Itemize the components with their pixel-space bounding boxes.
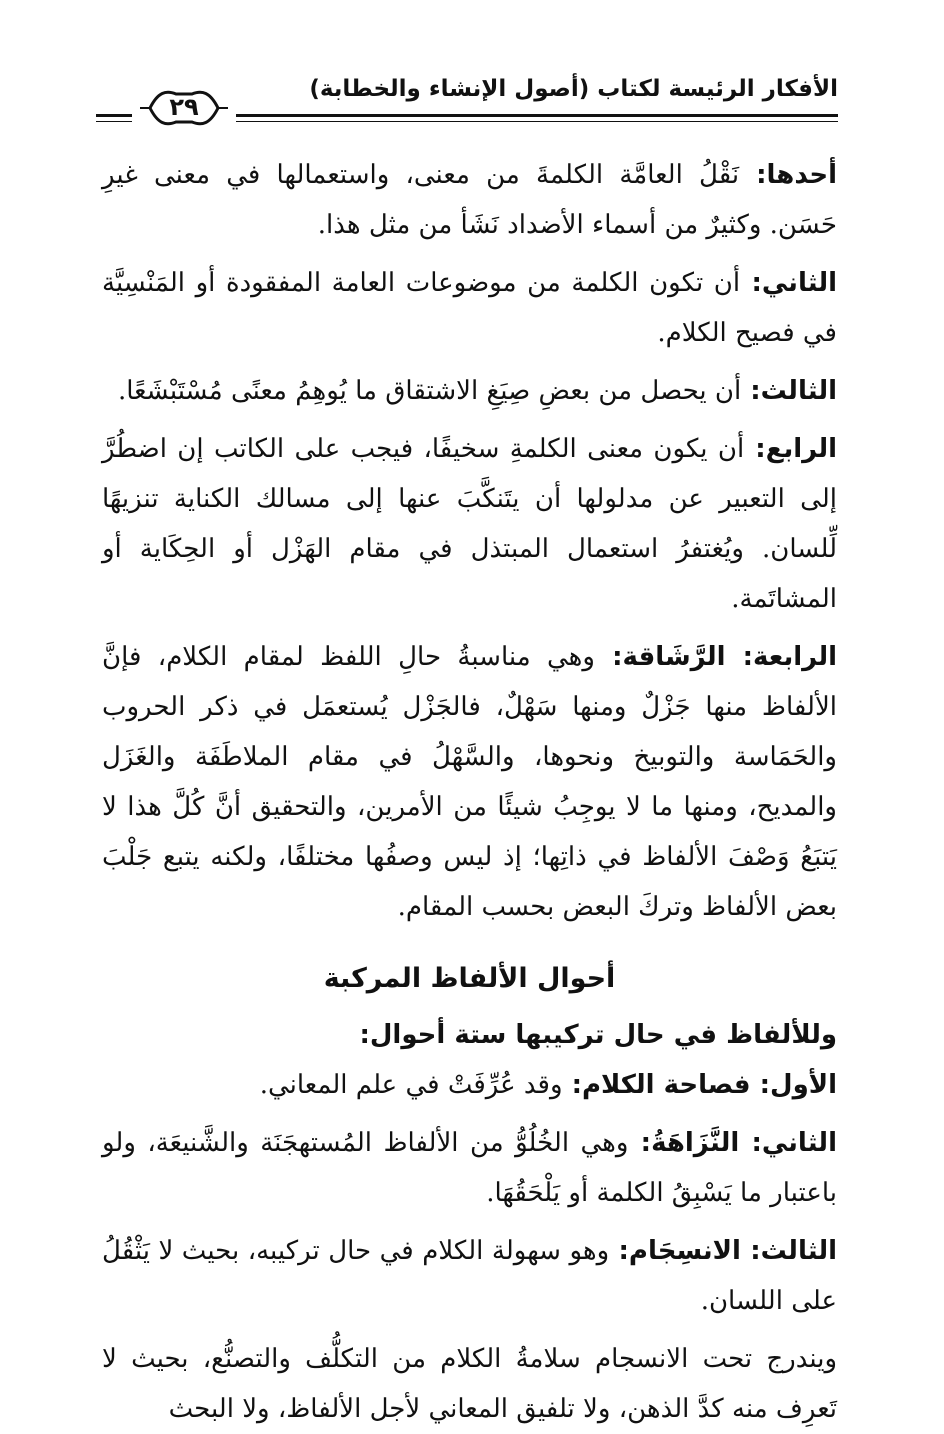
label-separator: : [741, 376, 761, 406]
section-intro: وللألفاظ في حال تركيبها ستة أحوال: [359, 1020, 837, 1050]
paragraph-text: أن تكون الكلمة من موضوعات العامة المفقودة أو المَنْسِيَّة في فصيح الكلام. [102, 268, 837, 348]
paragraph-label: الأول: فصاحة الكلام [582, 1070, 837, 1100]
paragraph-group-1 [102, 150, 837, 932]
running-title: الأفكار الرئيسة لكتاب (أصول الإنشاء والخطابة) [309, 76, 838, 102]
label-separator: : [744, 434, 766, 464]
paragraph [102, 366, 837, 416]
label-separator: : [628, 1128, 652, 1158]
header-rule-end [96, 114, 132, 122]
label-separator: : [740, 268, 762, 298]
paragraph-label: الرابعة: الرَّشَاقة [622, 642, 838, 672]
header-rule [236, 114, 838, 122]
label-separator: : [609, 1236, 629, 1266]
paragraph [102, 1060, 837, 1110]
paragraph-text: أن يحصل من بعضِ صِيَغِ الاشتقاق ما يُوهِمُ معنًى مُسْتَبْشَعًا. [117, 376, 742, 406]
label-separator: : [739, 160, 767, 190]
paragraph-text: وقد عُرِّفَتْ في علم المعاني. [259, 1070, 563, 1100]
paragraph-label: أحدها [766, 160, 837, 190]
paragraph [102, 632, 837, 932]
paragraph [102, 258, 837, 358]
paragraph-label: الثاني: النَّزَاهَةُ [651, 1128, 837, 1158]
paragraph-text: أن يكون معنى الكلمةِ سخيفًا، فيجب على الكاتب إن اضطُرَّ إلى التعبير عن مدلولها أن يتَنكَّبَ عنها إلى مسالك الكناية تنزيهًا لِّلسان. ويُغتفرُ استعمال المبتذل في مقام الهَزْل أو الحِكَاية أو المشاتَمة. [102, 434, 837, 614]
paragraph [102, 1226, 837, 1326]
paragraph-label: الثالث: الانسِجَام [628, 1236, 838, 1266]
paragraph-group-2 [102, 1060, 837, 1434]
label-separator: : [562, 1070, 582, 1100]
paragraph-label: الرابع [765, 434, 837, 464]
paragraph-text: وهي مناسبةُ حالِ اللفظ لمقام الكلام، فإنَّ الألفاظ منها جَزْلٌ ومنها سَهْلٌ، فالجَزْل يُستعمَل في ذكر الحروب والحَمَاسة والتوبيخ ونحوها، والسَّهْلُ في مقام الملاطَفَة والغَزَل والمديح، ومنها ما لا يوجِبُ شيئًا من الأمرين، والتحقيق أنَّ كُلَّ هذا لا يَتبَعُ وَصْفَ الألفاظ في ذاتِها؛ إذ ليس وصفُها مختلفًا، ولكنه يتبع جَلْبَ بعض الألفاظ وتركَ البعض بحسب المقام. [102, 642, 837, 922]
page-header [96, 70, 838, 130]
paragraph-label: الثالث [760, 376, 837, 406]
paragraph-text: وهو سهولة الكلام في حال تركيبه، بحيث لا يَثْقُلُ على اللسان. [102, 1236, 837, 1316]
paragraph-text: نَقْلُ العامَّة الكلمةَ من معنى، واستعمالها في معنى غيرِ حَسَن. وكثيرٌ من أسماء الأضداد نَشَأ من مثل هذا. [102, 160, 837, 240]
paragraph [102, 424, 837, 624]
paragraph [102, 150, 837, 250]
paragraph-text: ويندرج تحت الانسجام سلامةُ الكلام من التكلُّف والتصنُّع، بحيث لا تَعرِف منه كدَّ الذهن، ولا تلفيق المعاني لأجل الألفاظ، ولا البحث [102, 1344, 837, 1424]
page-number-badge [136, 86, 232, 130]
label-separator: : [594, 642, 623, 672]
page-number: ٢٩ [169, 93, 199, 121]
paragraph-text: وهي الخُلُوُّ من الألفاظ المُستهجَنَة والشَّنيعَة، ولو باعتبار ما يَسْبِقُ الكلمة أو يَلْحَقُهَا. [102, 1128, 837, 1208]
page-body [102, 150, 837, 1434]
paragraph [102, 1334, 837, 1434]
section-heading: أحوال الألفاظ المركبة [323, 963, 616, 994]
paragraph [102, 1118, 837, 1218]
paragraph-label: الثاني [761, 268, 837, 298]
